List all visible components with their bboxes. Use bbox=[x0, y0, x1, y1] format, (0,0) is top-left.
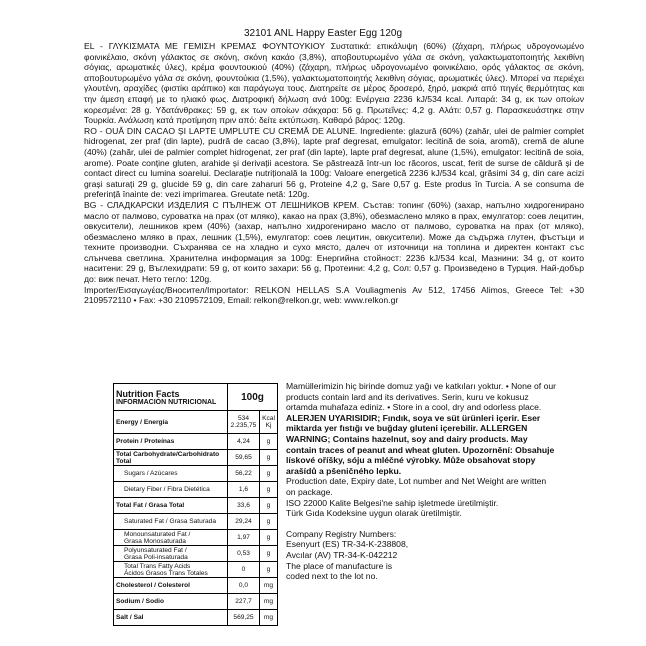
nutrition-row bbox=[114, 546, 277, 562]
nutrient-label: Monounsaturated Fat / Grasa Monosaturada bbox=[114, 530, 228, 546]
nutrient-unit: g bbox=[260, 450, 278, 466]
nutrient-unit: Kcal Kj bbox=[260, 411, 278, 434]
nutrition-row bbox=[114, 530, 277, 546]
lard-notice: Mamüllerimizin hiç birinde domuz yağı ve katkıları yoktur. • None of our products contain lard and its derivatives. Serin, kuru ve kokusuz ortamda muhafaza ediniz. • Store in a cool, dry and odorless place. bbox=[286, 381, 557, 413]
nutrient-unit: g bbox=[260, 482, 278, 498]
nutrient-label: Sodium / Sodio bbox=[114, 594, 228, 610]
nutrient-label: Protein / Proteínas bbox=[114, 434, 228, 450]
nutrition-row bbox=[114, 498, 277, 514]
nutrition-row bbox=[114, 482, 277, 498]
nutrient-unit: g bbox=[260, 530, 278, 546]
nutrient-unit: g bbox=[260, 562, 278, 578]
nutrient-value: 29,24 bbox=[228, 514, 260, 530]
nutrient-value: 0,0 bbox=[228, 578, 260, 594]
registry-title: Company Registry Numbers: bbox=[286, 528, 397, 539]
nutrient-unit: mg bbox=[260, 594, 278, 610]
nutrient-label: Energy / Energía bbox=[114, 411, 228, 434]
nutrient-unit: g bbox=[260, 498, 278, 514]
nutrient-value: 4,24 bbox=[228, 434, 260, 450]
nutrient-value: 56,22 bbox=[228, 466, 260, 482]
nutrition-row bbox=[114, 434, 277, 450]
nutrient-label: Polyunsaturated Fat / Grasa Poli-insaturada bbox=[114, 546, 228, 562]
nutrient-unit: g bbox=[260, 546, 278, 562]
right-info-text bbox=[286, 381, 556, 582]
nutrient-value: 534 2.235,75 bbox=[228, 411, 260, 434]
serving-size: 100g bbox=[228, 384, 278, 411]
nutrition-row bbox=[114, 562, 277, 578]
nutrient-label: Total Fat / Grasa Total bbox=[114, 498, 228, 514]
nutrition-row bbox=[114, 594, 277, 610]
nutrition-row bbox=[114, 411, 277, 434]
nutrient-value: 227,7 bbox=[228, 594, 260, 610]
nutrient-value: 569,25 bbox=[228, 610, 260, 626]
nutrition-subtitle: INFORMACIÓN NUTRICIONAL bbox=[116, 398, 217, 406]
importer-info: Importer/Εισαγωγέας/Вносител/Importator: RELKON HELLAS S.A Vouliagmenis Av 512, 17456 Alimos, Greece Tel: +30 2109572110 • Fax: +30 2109572109, Email: relkon@relkon.gr, web: www.relkon.gr bbox=[84, 284, 584, 306]
multilingual-label-text bbox=[84, 41, 584, 306]
nutrient-value: 33,6 bbox=[228, 498, 260, 514]
nutrient-label: Saturated Fat / Grasa Saturada bbox=[114, 514, 228, 530]
manufacture-place-line1: The place of manufacture is bbox=[286, 560, 393, 571]
product-title: 32101 ANL Happy Easter Egg 120g bbox=[243, 28, 403, 39]
nutrition-row bbox=[114, 466, 277, 482]
nutrition-header bbox=[114, 384, 228, 411]
nutrition-row bbox=[114, 450, 277, 466]
nutrition-facts-table bbox=[113, 383, 278, 626]
nutrient-value: 0 bbox=[228, 562, 260, 578]
romanian-label: RO - OUĂ DIN CACAO ȘI LAPTE UMPLUTE CU CREMĂ DE ALUNE. Ingrediente: glazură (60%) (zahăr, ulei de palmier complet hidrogenat, zer praf (din lapte), pudră de cacao (3,8%), lapte praf degresat, emulgator: lecitină de soia, aromă), cremă de alune (40%) (zahăr, ulei de palmier complet hidrogenat, zer praf (din lapte), lapte praf degresat, alune (1,5%), emulgator: lecitină de soia, arome). Poate conține gluten, arahide și derivații acestora. Se păstrează într-un loc răcoros, uscat, ferit de surse de căldură și de contact direct cu lumina soarelui. Declarație nutrițională la 100g: Valoare energetică 2236 kJ/534 kcal, grăsimi 34 g, din care acizi grași saturați 29 g, glucide 59 g, din care zaharuri 56 g, Proteine 4,2 g, Sare 0,57 g. Este produs în Turcia. A se consuma de preferință înainte de: vezi imprimarea. Greutate netă: 120g. bbox=[84, 125, 584, 200]
nutrition-row bbox=[114, 514, 277, 530]
manufacture-place-line2: coded next to the lot no. bbox=[286, 571, 378, 582]
registry-esenyurt: Esenyurt (ES) TR-34-K-238808, bbox=[286, 539, 409, 550]
nutrient-value: 59,65 bbox=[228, 450, 260, 466]
nutrient-unit: mg bbox=[260, 578, 278, 594]
nutrient-value: 1,97 bbox=[228, 530, 260, 546]
greek-label: EL - ΓΛΥΚΙΣΜΑΤΑ ΜΕ ΓΕΜΙΣΗ ΚΡΕΜΑΣ ΦΟΥΝΤΟΥΚΙΟΥ Συστατικά: επικάλυψη (60%) (ζάχαρη, πλήρως υδρογονωμένο φοινικέλαιο, σκόνη γάλακτος σε σκόνη, σκόνη κακάο (3,8%), αποβουτυρωμένο γάλα σε σκόνη, γαλακτωματοποιητής λεκιθίνη σόγιας, αρωματικές ύλες), κρέμα φουντουκιού (40%) (ζάχαρη, πλήρως υδρογονωμένο φοινικέλαιο, ορός γάλακτος σε σκόνη, αποβουτυρωμένο γάλα σε σκόνη, φουντούκια (1,5%), γαλακτωματοποιητής λεκιθίνη σόγιας, αρωματικές ύλες). Μπορεί να περιέχει γλουτένη, αραχίδες (φιστίκι αράπικο) και παράγωγα τους. Διατηρείτε σε μέρος δροσερό, ξηρό, μακριά από πηγές θερμότητας και την άμεση επαφή με το ηλιακό φως. Διατροφική δήλωση ανά 100g: Ενέργεια 2236 kJ/534 kcal. Λιπαρά: 34 g, εκ των οποίων κορεσμένα: 28 g. Υδατάνθρακες: 59 g, εκ των οποίων σάκχαρα: 56 g. Πρωτεΐνες: 4,2 g. Αλάτι: 0,57 g. Παρασκευάστηκε στην Τουρκία. Ανάλωση κατά προτίμηση πριν από: δείτε εκτύπωση. Καθαρό βάρος: 120g. bbox=[84, 41, 584, 126]
nutrient-label: Sugars / Azúcares bbox=[114, 466, 228, 482]
nutrient-label: Total Trans Fatty Acids Ácidos Grasos Trans Totales bbox=[114, 562, 228, 578]
iso-note: ISO 22000 Kalite Belgesi'ne sahip işletmede üretilmiştir. bbox=[286, 497, 499, 508]
production-note: Production date, Expiry date, Lot number and Net Weight are written on package. bbox=[286, 476, 547, 497]
nutrient-unit: g bbox=[260, 466, 278, 482]
registry-avcilar: Avcılar (AV) TR-34-K-042212 bbox=[286, 549, 398, 560]
nutrient-value: 0,53 bbox=[228, 546, 260, 562]
nutrient-label: Cholesterol / Colesterol bbox=[114, 578, 228, 594]
nutrition-title: Nutrition Facts bbox=[116, 388, 180, 399]
nutrient-unit: mg bbox=[260, 610, 278, 626]
nutrition-row bbox=[114, 578, 277, 594]
nutrient-label: Salt / Sal bbox=[114, 610, 228, 626]
nutrient-unit: g bbox=[260, 434, 278, 450]
nutrient-value: 1,6 bbox=[228, 482, 260, 498]
nutrient-label: Total Carbohydrate/Carbohidrato Total bbox=[114, 450, 228, 466]
nutrient-label: Dietary Fiber / Fibra Dietética bbox=[114, 482, 228, 498]
nutrition-row bbox=[114, 610, 277, 626]
allergen-warning: ALERJEN UYARISIDIR; Fındık, soya ve süt ürünleri içerir. Eser miktarda yer fıstığı ve buğday gluteni içerebilir. ALLERGEN WARNING; Contains hazelnut, soy and dairy products. May contain traces of peanut and wheat gluten. Upozornění: Obsahuje lískové oříšky, sóju a mléčné výrobky. Může obsahovat stopy arašídů a pšeničného lepku. bbox=[286, 412, 555, 476]
bulgarian-label: BG - СЛАДКАРСКИ ИЗДЕЛИЯ С ПЪЛНЕЖ ОТ ЛЕШНИКОВ КРЕМ. Състав: топинг (60%) (захар, напълно хидрогенирано масло от палмово, суроватка на прах (от мляко), какао на прах (3,8%), обезмаслено мляко в прах, емулгатор: соев лецитин, овкусители), лешников крем (40%) (захар, напълно хидрогенирано масло от палмово, суроватка на прах (от мляко), обезмаслено мляко в прах, лешник (1,5%), емулгатор: соев лецитин, овкусители). Може да съдържа глутен, фъстъци и техните производни. Съхранява се на хладно и сухо място, далеч от източници на топлина и директен контакт със слънчева светлина. Хранителна информация за 100g: Енергийна стойност: 2236 kJ/534 kcal, Мазнини: 34 g, от които наситени: 29 g, Въглехидрати: 59 g, от които захари: 56 g, Протеини: 4,2 g, Сол: 0,57 g. Произведено в Турция. Най-добър до: виж печат. Нето тегло: 120g. bbox=[84, 199, 584, 285]
nutrient-unit: g bbox=[260, 514, 278, 530]
codex-note: Türk Gıda Kodeksine uygun olarak üretilmiştir. bbox=[286, 508, 462, 519]
